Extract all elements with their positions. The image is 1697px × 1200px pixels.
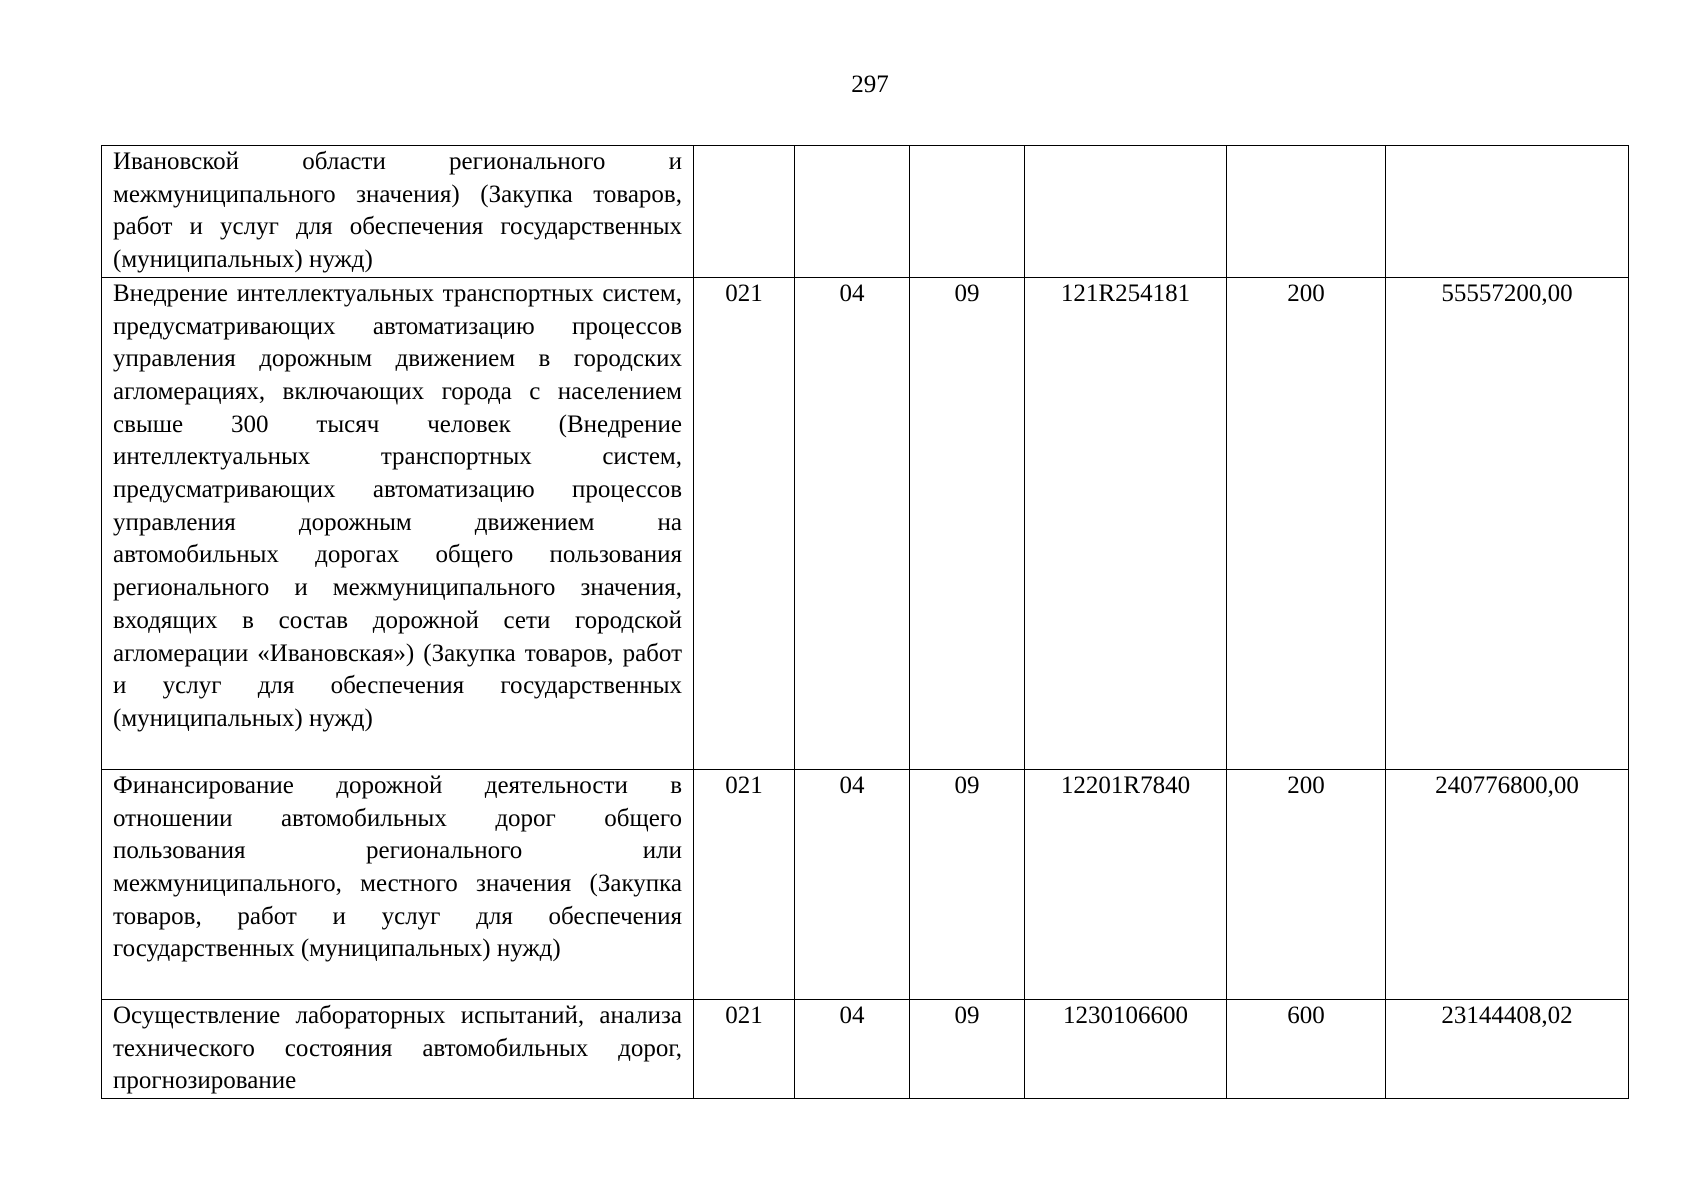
subsection-cell: 09 [910, 769, 1025, 999]
row-description-cell [102, 277, 694, 769]
expense-type-cell: 200 [1227, 277, 1386, 769]
table-row [102, 146, 1629, 278]
subsection-cell [910, 146, 1025, 278]
row-description: Внедрение интеллектуальных транспортных систем, предусматривающих автоматизацию процессов управления дорожным движением в городских агломерациях, включающих города с населением свыше 300 тысяч человек (Внедрение интеллектуальных транспортных систем, предусматривающих автоматизацию процессов управления дорожным движением на автомобильных дорогах общего пользования регионального и межмуниципального значения, входящих в состав дорожной сети городской агломерации «Ивановская») (Закупка товаров, работ и услуг для обеспечения государственных (муниципальных) нужд) [113, 279, 682, 732]
grbs-cell: 021 [694, 999, 795, 1098]
page-number: 297 [851, 71, 889, 98]
row-description: Финансирование дорожной деятельности в отношении автомобильных дорог общего пользования регионального или межмуниципального, местного значения (Закупка товаров, работ и услуг для обеспечения государственных (муниципальных) нужд) [113, 771, 682, 963]
row-description-cell [102, 769, 694, 999]
row-description: Осуществление лабораторных испытаний, анализа технического состояния автомобильных дорог, прогнозирование [113, 1001, 682, 1095]
grbs-cell: 021 [694, 769, 795, 999]
target-article-cell: 12201R7840 [1025, 769, 1227, 999]
target-article-cell: 121R254181 [1025, 277, 1227, 769]
amount-cell [1386, 146, 1629, 278]
expense-type-cell [1227, 146, 1386, 278]
table-row [102, 769, 1629, 999]
section-cell: 04 [795, 769, 910, 999]
amount-cell: 23144408,02 [1386, 999, 1629, 1098]
section-cell: 04 [795, 999, 910, 1098]
subsection-cell: 09 [910, 999, 1025, 1098]
budget-table [101, 145, 1629, 1099]
amount-cell: 55557200,00 [1386, 277, 1629, 769]
grbs-cell [694, 146, 795, 278]
grbs-cell: 021 [694, 277, 795, 769]
target-article-cell: 1230106600 [1025, 999, 1227, 1098]
target-article-cell [1025, 146, 1227, 278]
table-row [102, 999, 1629, 1098]
amount-cell: 240776800,00 [1386, 769, 1629, 999]
row-description-cell [102, 146, 694, 278]
subsection-cell: 09 [910, 277, 1025, 769]
expense-type-cell: 600 [1227, 999, 1386, 1098]
section-cell [795, 146, 910, 278]
row-description: Ивановской области регионального и межмуниципального значения) (Закупка товаров, работ и услуг для обеспечения государственных (муниципальных) нужд) [113, 148, 682, 274]
expense-type-cell: 200 [1227, 769, 1386, 999]
row-description-cell [102, 999, 694, 1098]
section-cell: 04 [795, 277, 910, 769]
table-row [102, 277, 1629, 769]
